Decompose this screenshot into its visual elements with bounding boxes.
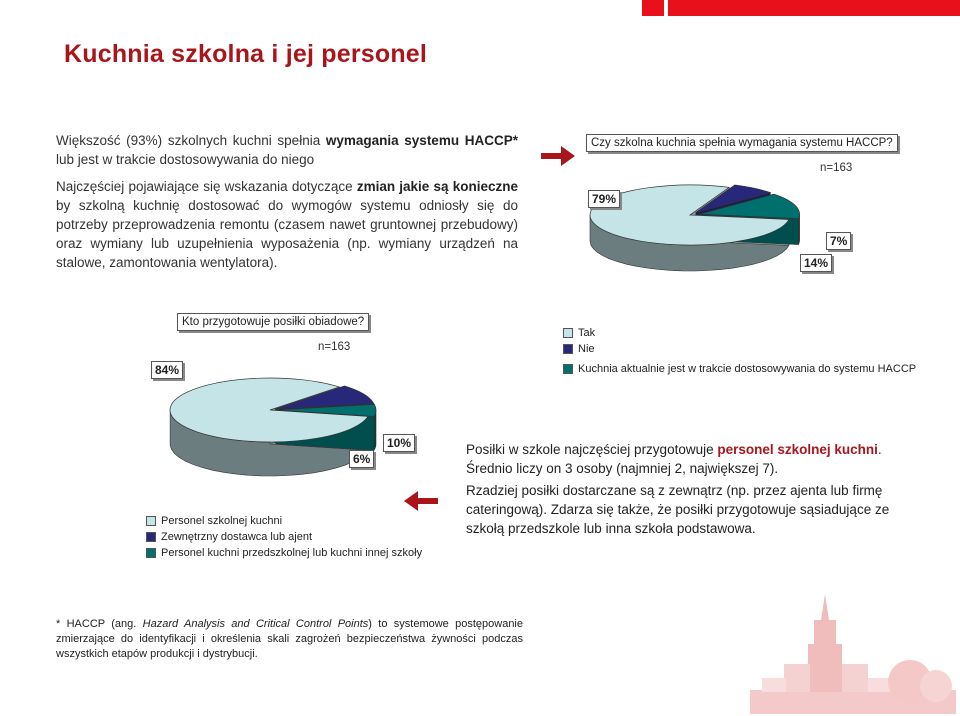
legend-item-zewnetrzny: [146, 529, 422, 545]
top-bar-right: [668, 0, 960, 16]
intro-p2-bold: zmian jakie są konieczne: [356, 179, 518, 194]
chart1-n-label: n=163: [820, 162, 853, 174]
intro-p2-text: Najczęściej pojawiające się wskazania dotyczące: [56, 179, 357, 194]
intro-p1-text: Większość (93%) szkolnych kuchni spełnia: [56, 133, 326, 148]
palace-logo-icon: [750, 594, 956, 714]
chart2-label-przedszkole: 6%: [349, 450, 374, 468]
footnote-italic: Hazard Analysis and Critical Control Points: [142, 618, 369, 630]
chart1-question: Czy szkolna kuchnia spełnia wymagania systemu HACCP?: [586, 134, 898, 152]
chart1-label-w-trakcie: 14%: [800, 254, 832, 272]
chart1-label-nie: 7%: [826, 232, 851, 250]
intro-p2-text-end: by szkolną kuchnię dostosować do wymogów systemu odniosły się do potrzeby przeprowadzenia remontu (czasem nawet gruntownej przebudowy) oraz wymiany lub uzupełnienia wyposażenia (np. wymiany urządzeń na stalowe, zamontowania wentylatora).: [56, 198, 518, 270]
legend-label: Tak: [578, 327, 596, 339]
legend-label: Zewnętrzny dostawca lub ajent: [161, 531, 313, 543]
top-bar: [0, 0, 960, 18]
footnote-start: * HACCP (ang.: [56, 618, 143, 630]
logo-side-left: [762, 678, 786, 692]
intro-paragraph-1: [56, 131, 518, 169]
chart2-label-zewnetrzny: 10%: [383, 434, 415, 452]
logo-wing-right: [842, 664, 868, 692]
top-bar-left: [0, 0, 640, 16]
logo-emblem-2: [920, 670, 952, 702]
chart1-label-tak: 79%: [588, 190, 620, 208]
logo-spire: [821, 594, 829, 620]
pie-chart-posilki: [170, 355, 470, 495]
logo-tower: [808, 644, 842, 692]
chart2-legend: [146, 513, 422, 561]
chart1-legend: [563, 325, 916, 377]
legend-label: Personel kuchni przedszkolnej lub kuchni innej szkoły: [161, 547, 423, 559]
right-text-a-start: Posiłki w szkole najczęściej przygotowuje: [466, 442, 718, 457]
legend-swatch: [146, 548, 156, 558]
logo-wing-left: [784, 664, 810, 692]
legend-item-przedszkole: [146, 545, 422, 561]
right-text-a-bold: personel szkolnej kuchni: [717, 442, 878, 457]
right-text-a-end: . Średnio liczy on 3 osoby (najmniej 2, największej 7).: [466, 442, 882, 476]
legend-item-w-trakcie: [563, 361, 916, 377]
legend-label: Kuchnia aktualnie jest w trakcie dostosowywania do systemu HACCP: [578, 363, 917, 375]
legend-swatch: [563, 344, 573, 354]
right-text-b: Rzadziej posiłki dostarczane są z zewnątrz (np. przez ajenta lub firmę cateringową). Zdarza się także, że posiłki przygotowuje sąsiadujące ze szkołą przedszkole lub inna szkoła podstawowa.: [466, 483, 890, 536]
legend-swatch: [146, 516, 156, 526]
footnote-end: ) to systemowe postępowanie zmierzające do identyfikacji i określenia skali zagrożeń bezpieczeństwa żywności podczas wszystkich etapów produkcji i dystrybucji.: [56, 618, 523, 660]
legend-label: Personel szkolnej kuchni: [161, 515, 283, 527]
chart2-n-label: n=163: [318, 341, 351, 353]
legend-item-nie: [563, 341, 916, 357]
legend-swatch: [563, 364, 573, 374]
arrow-left-icon: [404, 491, 438, 511]
chart2-label-personel: 84%: [151, 361, 183, 379]
pie-chart-haccp: [590, 160, 890, 280]
top-bar-accent: [642, 0, 664, 16]
page-title: Kuchnia szkolna i jej personel: [64, 40, 428, 68]
intro-p1-text-end: lub jest w trakcie dostosowywania do niego: [56, 152, 315, 167]
footnote: [56, 617, 523, 662]
logo-tower-top: [814, 620, 836, 646]
intro-p1-bold: wymagania systemu HACCP*: [325, 133, 518, 148]
intro-paragraph-2: [56, 177, 518, 272]
arrow-right-icon: [541, 146, 575, 166]
chart2-question: Kto przygotowuje posiłki obiadowe?: [177, 313, 369, 331]
right-text-a: [466, 440, 896, 478]
legend-item-tak: [563, 325, 916, 341]
legend-swatch: [563, 328, 573, 338]
legend-label: Nie: [578, 343, 595, 355]
legend-item-personel: [146, 513, 422, 529]
legend-swatch: [146, 532, 156, 542]
